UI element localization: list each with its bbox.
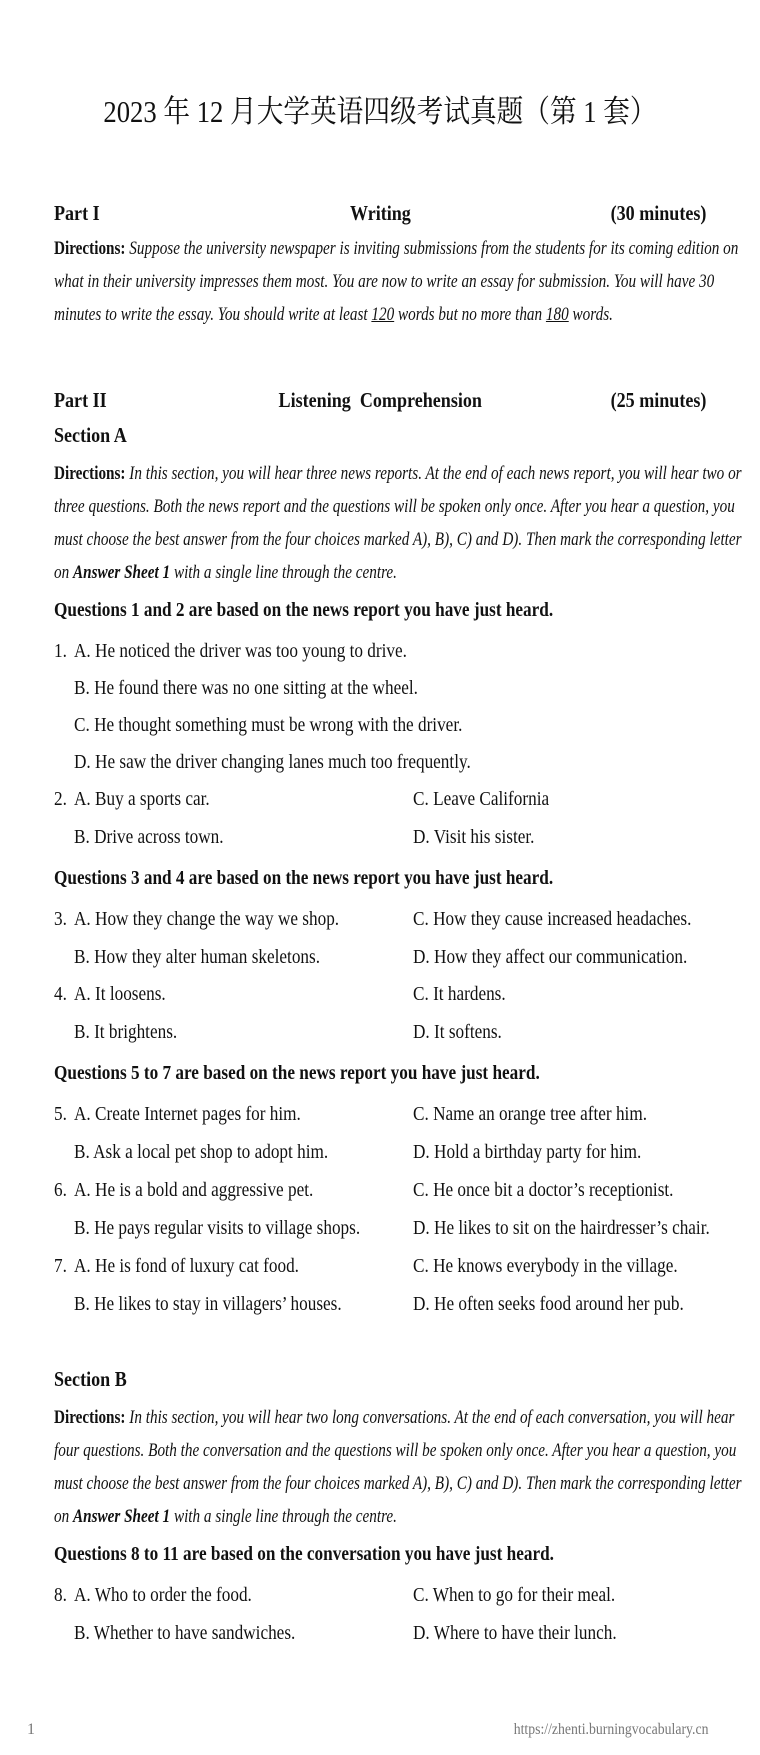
option-b[interactable]: B. It brightens. [74, 1021, 178, 1043]
section-b-heading: Section B [54, 1367, 127, 1391]
part-2-time: (25 minutes) [610, 388, 706, 412]
option-a[interactable]: A. How they change the way we shop. [74, 908, 340, 930]
answer-sheet-ref: Answer Sheet 1 [73, 1506, 171, 1527]
option-b[interactable]: B. He likes to stay in villagers’ houses. [74, 1293, 342, 1315]
option-b[interactable]: B. Whether to have sandwiches. [74, 1622, 296, 1644]
part-1-label: Part I [54, 201, 100, 225]
question-number: 3. [54, 908, 67, 930]
option-c[interactable]: C. When to go for their meal. [413, 1584, 616, 1606]
option-b[interactable]: B. Ask a local pet shop to adopt him. [74, 1141, 329, 1163]
directions-label: Directions: [54, 1407, 126, 1428]
option-a[interactable]: A. Who to order the food. [74, 1584, 252, 1606]
option-a[interactable]: A. He is a bold and aggressive pet. [74, 1179, 314, 1201]
question-number: 8. [54, 1584, 67, 1606]
part-1-header [54, 201, 706, 229]
option-d[interactable]: D. How they affect our communication. [413, 946, 688, 968]
directions-label: Directions: [54, 238, 126, 259]
option-a[interactable]: A. It loosens. [74, 983, 166, 1005]
question-number: 6. [54, 1179, 67, 1201]
question-group-header: Questions 1 and 2 are based on the news report you have just heard. [54, 599, 554, 621]
option-a[interactable]: A. Buy a sports car. [74, 788, 210, 810]
section-a-heading: Section A [54, 423, 127, 447]
option-d[interactable]: D. He often seeks food around her pub. [413, 1293, 684, 1315]
min-word-count: 120 [371, 304, 395, 325]
section-a-directions: Directions: In this section, you will hear three news reports. At the end of each news report, you will hear two or three questions. Both the news report and the questions will be spoken only once. After you hear a question, you must choose the best answer from the four choices marked A), B), C) and D). Then mark the corresponding letter on Answer Sheet 1 with a single line through the centre. [54, 463, 742, 583]
option-a[interactable]: A. Create Internet pages for him. [74, 1103, 301, 1125]
page-title: 2023 年 12 月大学英语四级考试真题（第 1 套） [103, 94, 657, 129]
option-c[interactable]: C. He thought something must be wrong with the driver. [74, 714, 463, 736]
option-c[interactable]: C. How they cause increased headaches. [413, 908, 692, 930]
part-2-name: Listening Comprehension [278, 388, 482, 412]
part-2-header [54, 388, 706, 416]
question-group-header: Questions 8 to 11 are based on the conversation you have just heard. [54, 1543, 554, 1565]
question-group-header: Questions 5 to 7 are based on the news report you have just heard. [54, 1062, 540, 1084]
option-d[interactable]: D. He saw the driver changing lanes much too frequently. [74, 751, 471, 773]
question-number: 4. [54, 983, 67, 1005]
option-c[interactable]: C. He once bit a doctor’s receptionist. [413, 1179, 674, 1201]
max-word-count: 180 [545, 304, 569, 325]
option-b[interactable]: B. How they alter human skeletons. [74, 946, 321, 968]
option-b[interactable]: B. He pays regular visits to village shops. [74, 1217, 361, 1239]
option-d[interactable]: D. Hold a birthday party for him. [413, 1141, 642, 1163]
option-c[interactable]: C. Leave California [413, 788, 550, 810]
option-a[interactable]: A. He noticed the driver was too young to drive. [74, 640, 407, 662]
option-a[interactable]: A. He is fond of luxury cat food. [74, 1255, 299, 1277]
question-number: 1. [54, 640, 67, 662]
question-number: 2. [54, 788, 67, 810]
directions-label: Directions: [54, 463, 126, 484]
answer-sheet-ref: Answer Sheet 1 [73, 562, 171, 583]
question-number: 7. [54, 1255, 67, 1277]
part-1-time: (30 minutes) [610, 201, 706, 225]
option-c[interactable]: C. He knows everybody in the village. [413, 1255, 678, 1277]
option-c[interactable]: C. Name an orange tree after him. [413, 1103, 648, 1125]
section-b-directions: Directions: In this section, you will hear two long conversations. At the end of each conversation, you will hear four questions. Both the conversation and the questions will be spoken only once. After you hear a question, you must choose the best answer from the four choices marked A), B), C) and D). Then mark the corresponding letter on Answer Sheet 1 with a single line through the centre. [54, 1407, 742, 1527]
option-d[interactable]: D. He likes to sit on the hairdresser’s chair. [413, 1217, 710, 1239]
page-number: 1 [27, 1721, 35, 1738]
option-c[interactable]: C. It hardens. [413, 983, 506, 1005]
question-number: 5. [54, 1103, 67, 1125]
option-b[interactable]: B. He found there was no one sitting at the wheel. [74, 677, 418, 699]
part-2-label: Part II [54, 388, 107, 412]
option-b[interactable]: B. Drive across town. [74, 826, 224, 848]
option-d[interactable]: D. Visit his sister. [413, 826, 535, 848]
question-group-header: Questions 3 and 4 are based on the news report you have just heard. [54, 867, 554, 889]
option-d[interactable]: D. Where to have their lunch. [413, 1622, 617, 1644]
option-d[interactable]: D. It softens. [413, 1021, 502, 1043]
part-1-directions: Directions: Suppose the university newspaper is inviting submissions from the students for its coming edition on what in their university impresses them most. You are now to write an essay for submission. You will have 30 minutes to write the essay. You should write at least 120 words but no more than 180 words. [54, 238, 739, 325]
part-1-name: Writing [349, 201, 411, 225]
footer-url[interactable]: https://zhenti.burningvocabulary.cn [513, 1721, 708, 1738]
